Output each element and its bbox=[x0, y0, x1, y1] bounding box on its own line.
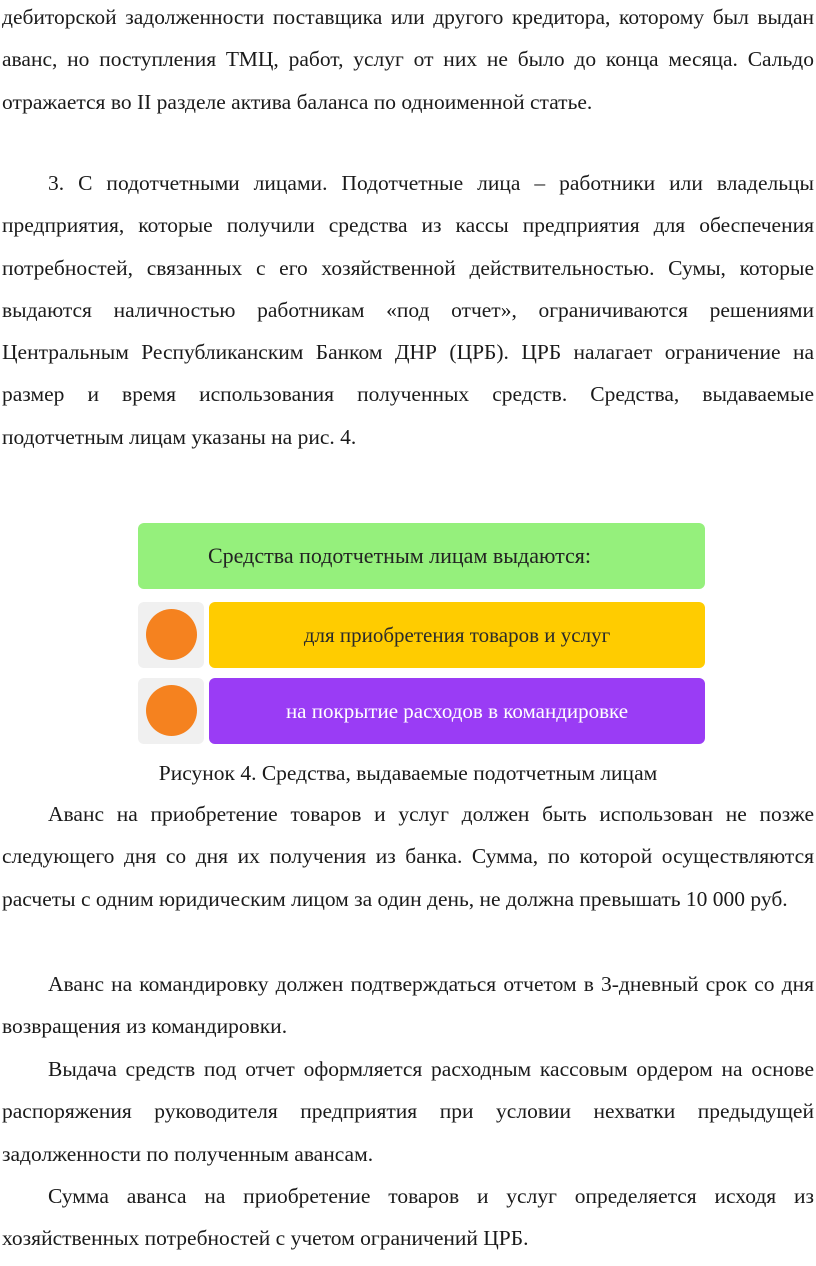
diagram-item-label: на покрытие расходов в командировке bbox=[285, 698, 629, 723]
paragraph-goods-advance: Аванс на приобретение товаров и услуг должен быть использован не позже следующего дня со дня их получения из банка. Сумма, по которой осуществляются расчеты с одним юридическим лицом за один день, не должна превышать 10 000 руб. bbox=[2, 802, 814, 911]
diagram-item-goods-services bbox=[209, 602, 705, 668]
paragraph-trip-advance: Аванс на командировку должен подтверждаться отчетом в 3-дневный срок со дня возвращения из командировки. bbox=[2, 972, 814, 1039]
diagram-item-business-trip bbox=[209, 678, 705, 744]
bullet-marker-1 bbox=[138, 602, 204, 668]
diagram-title-text: Средства подотчетным лицам выдаются: bbox=[208, 543, 592, 568]
bullet-marker-2 bbox=[138, 678, 204, 744]
orange-circle-icon bbox=[146, 609, 197, 660]
paragraph-continuation: дебиторской задолженности поставщика или другого кредитора, которому был выдан аванс, но поступления ТМЦ, работ, услуг от них не было до конца месяца. Сальдо отражается во II разделе актива баланса по одноименной статье. bbox=[2, 5, 814, 114]
figure-caption: Рисунок 4. Средства, выдаваемые подотчетным лицам bbox=[158, 761, 658, 785]
orange-circle-icon bbox=[146, 685, 197, 736]
paragraph-accountable-persons: 3. С подотчетными лицами. Подотчетные лица – работники или владельцы предприятия, которые получили средства из кассы предприятия для обеспечения потребностей, связанных с его хозяйственной действительностью. Сумы, которые выдаются наличностью работникам «под отчет», ограничиваются решениями Центральным Республиканским Банком ДНР (ЦРБ). ЦРБ налагает ограничение на размер и время использования полученных средств. Средства, выдаваемые подотчетным лицам указаны на рис. 4. bbox=[2, 171, 814, 449]
diagram-title-box bbox=[138, 523, 705, 589]
diagram-item-label: для приобретения товаров и услуг bbox=[303, 622, 611, 647]
paragraph-cash-order: Выдача средств под отчет оформляется расходным кассовым ордером на основе распоряжения руководителя предприятия при условии нехватки предыдущей задолженности по полученным авансам. bbox=[2, 1057, 814, 1166]
paragraph-advance-amount: Сумма аванса на приобретение товаров и услуг определяется исходя из хозяйственных потребностей с учетом ограничений ЦРБ. bbox=[2, 1184, 814, 1251]
